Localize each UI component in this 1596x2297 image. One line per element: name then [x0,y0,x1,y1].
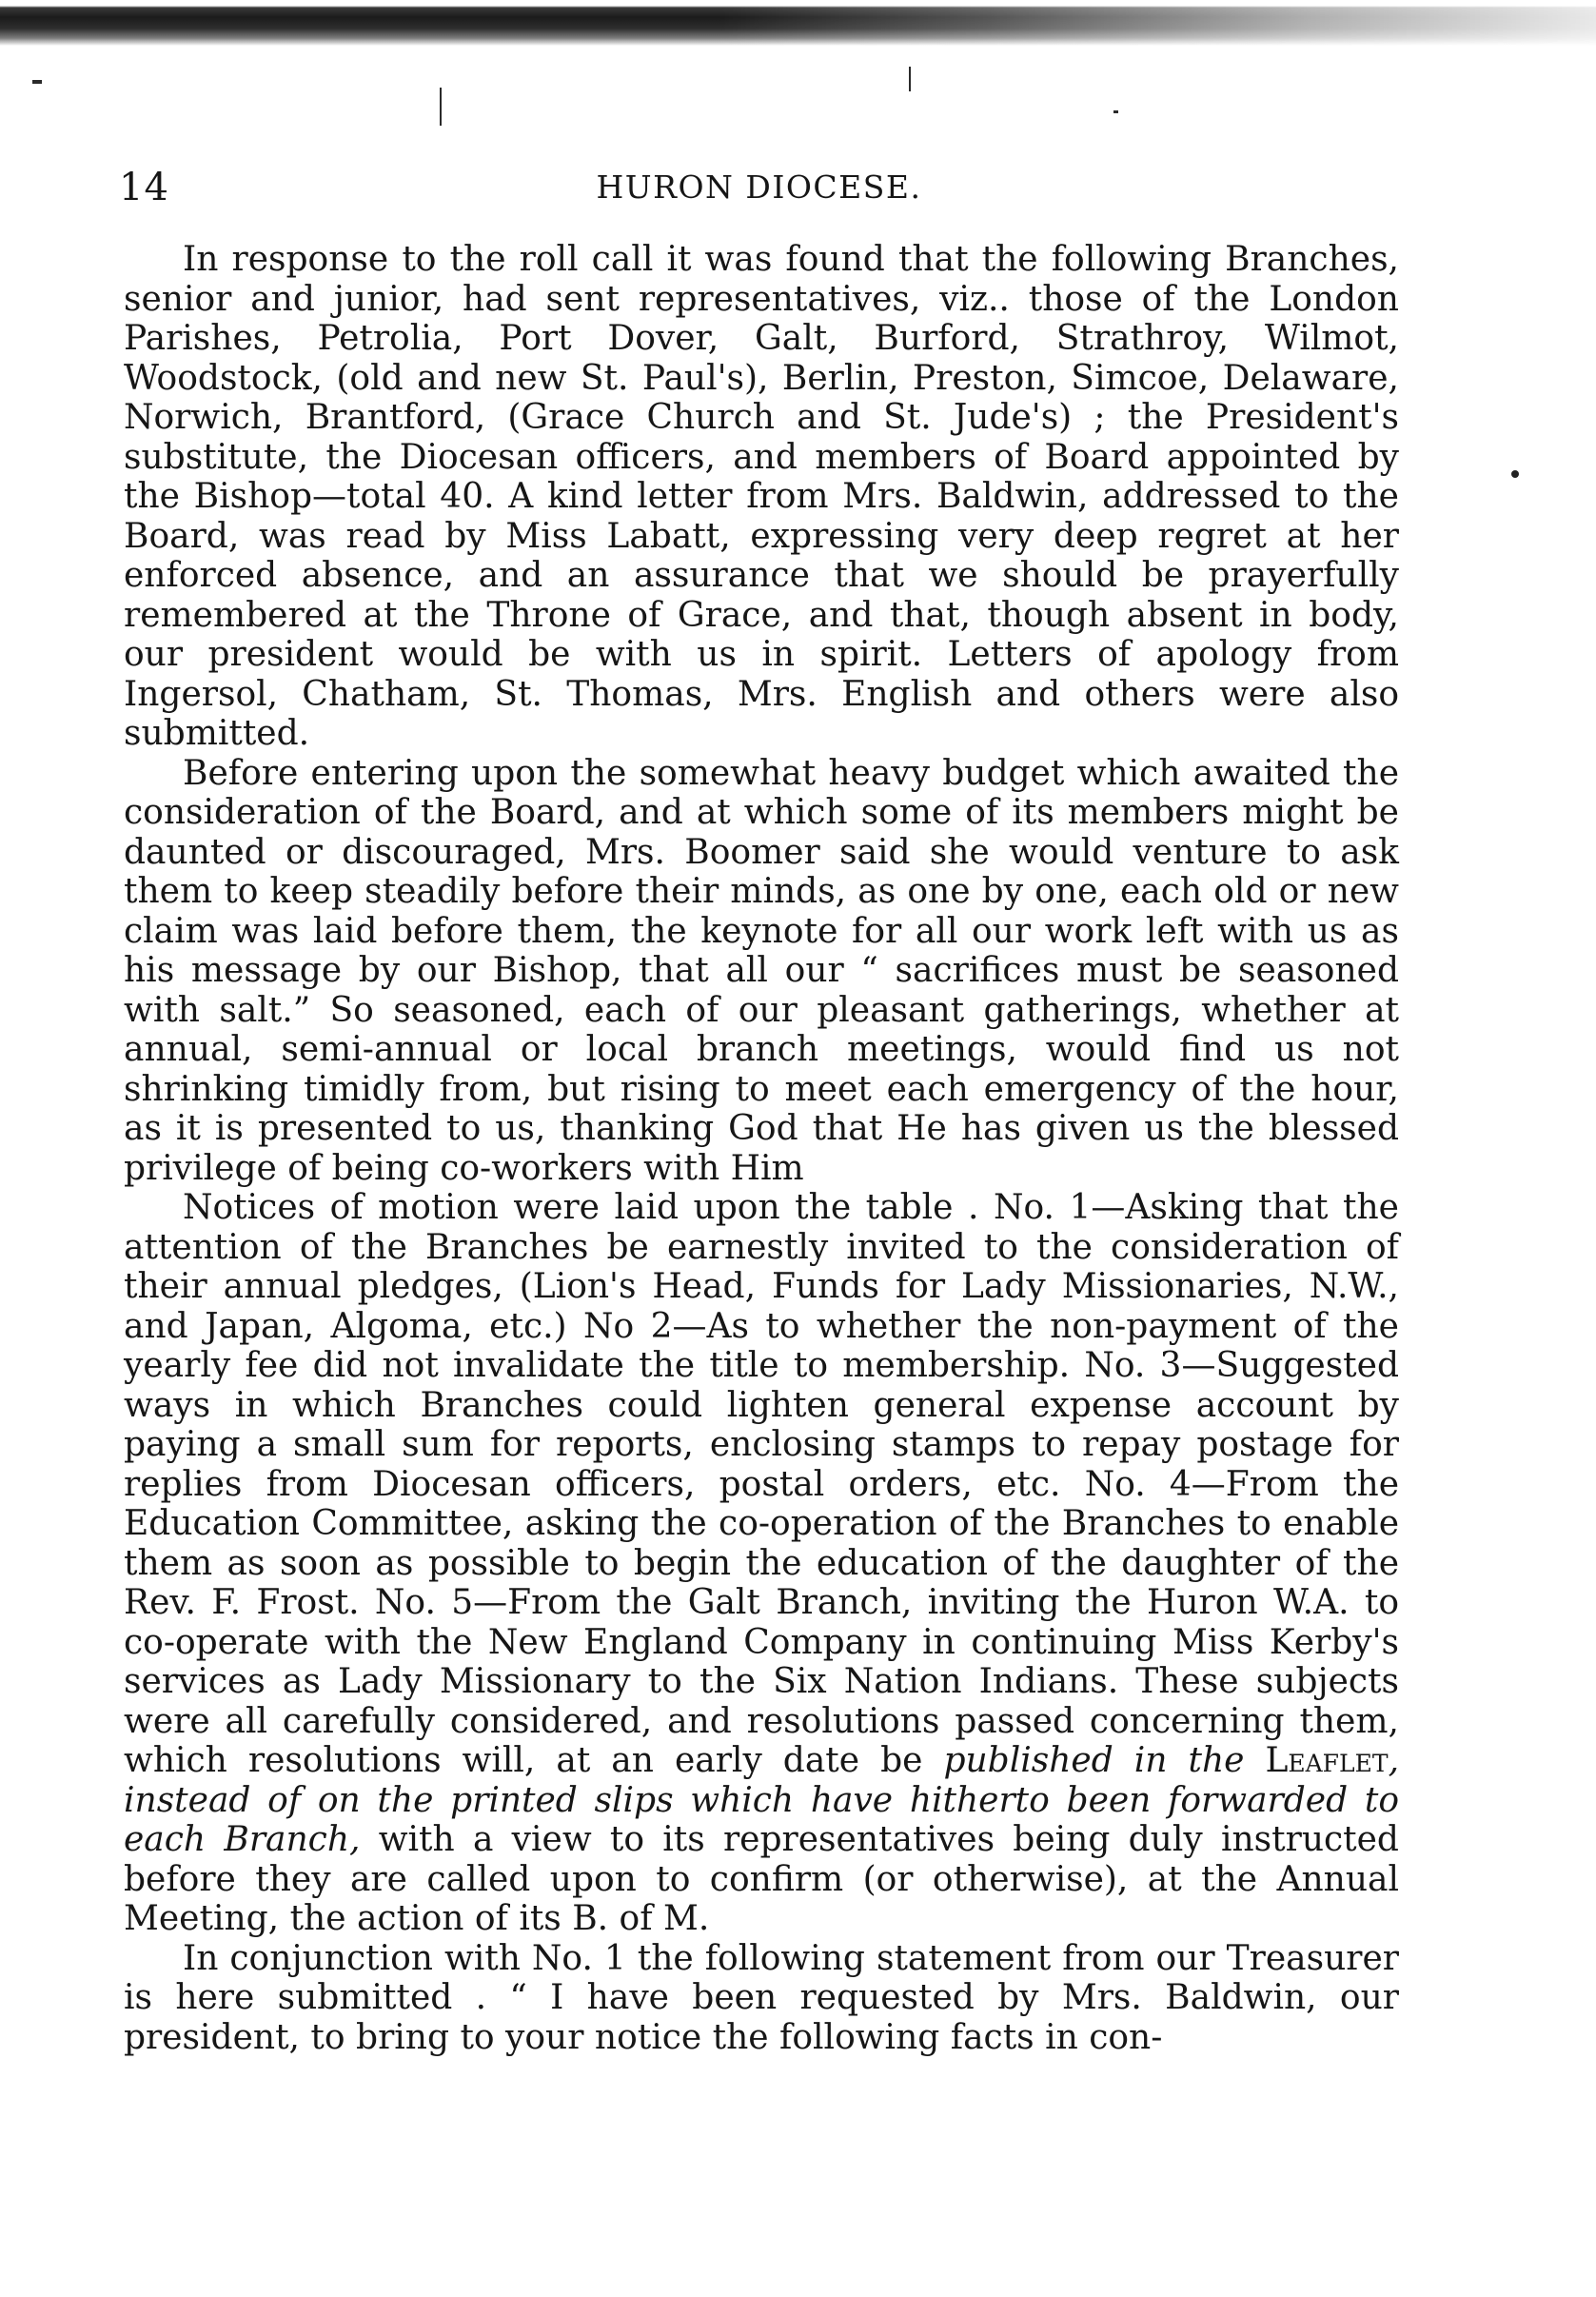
leaflet-smallcaps: Leaflet [1265,1741,1389,1780]
page-number: 14 [119,166,169,209]
scan-speck [440,88,442,126]
paragraph-budget: Before entering upon the somewhat heavy budget which awaited the consideration of the Board, and at which some of its members might be daunted or discouraged, Mrs. Boomer said she would venture to ask them to keep steadily before their minds, as one by one, each old or new claim was laid before them, the keynote for all our work left with us as his message by our Bishop, that all our “ sacrifices must be seasoned with salt.” So seasoned, each of our pleasant gatherings, whether at annual, semi-annual or local branch meetings, would find us not shrinking timidly from, but rising to meet each emergency of the hour, as it is presented to us, thanking God that He has given us the blessed privilege of being co-workers with Him [124,753,1399,1188]
paragraph-treasurer: In conjunction with No. 1 the following statement from our Treasurer is here submitted . “ I have been requested by Mrs. Baldwin, our president, to bring to your notice the following facts in con- [124,1938,1399,2057]
notices-text: Notices of motion were laid upon the table . No. 1—Asking that the attention of the Branches be earnestly invited to the consideration of their annual pledges, (Lion's Head, Funds for Lady Missionaries, N.W., and Japan, Algoma, etc.) No 2—As to whether the non-payment of the yearly fee did not invalidate the title to membership. No. 3—Suggested ways in which Branches could lighten general expense account by paying a small sum for reports, enclosing stamps to repay postage for replies from Diocesan officers, postal orders, etc. No. 4—From the Education Committee, asking the co-operation of the Branches to enable them as soon as possible to begin the education of the daughter of the Rev. F. Frost. No. 5—From the Galt Branch, inviting the Huron W.A. to co-operate with the New England Company in continuing Miss Kerby's services as Lady Missionary to the Six Nation Indians. These subjects were all carefully considered, and resolutions passed concerning them, which resolutions will, at an early date be [124,1188,1399,1780]
notices-italic-1: published in the [943,1741,1245,1780]
body-text [124,240,1399,2057]
paragraph-roll-call: In response to the roll call it was found that the following Branches, senior and junior, had sent representatives, viz.. those of the London Parishes, Petrolia, Port Dover, Galt, Burford, Strathroy, Wilmot, Woodstock, (old and new St. Paul's), Berlin, Preston, Simcoe, Delaware, Norwich, Brantford, (Grace Church and St. Jude's) ; the President's substitute, the Diocesan officers, and members of Board appointed by the Bishop—total 40. A kind letter from Mrs. Baldwin, addressed to the Board, was read by Miss Labatt, expressing very deep regret at her enforced absence, and an assurance that we should be prayerfully remembered at the Throne of Grace, and that, though absent in body, our president would be with us in spirit. Letters of apology from Ingersol, Chatham, St. Thomas, Mrs. English and others were also submitted. [124,240,1399,753]
page-header [119,164,1399,211]
running-head: HURON DIOCESE. [596,168,922,206]
notices-italic-2: , instead of on the printed slips which have hitherto been forwarded to each Branch, [124,1741,1400,1859]
scan-speck [32,80,42,84]
scan-speck [909,67,911,91]
notices-text-end: with a view to its representatives being duly instructed before they are called upon to confirm (or otherwise), at the Annual Meeting, the action of its B. of M. [124,1820,1399,1938]
scanned-page-top-edge [0,0,1596,57]
scan-speck [1113,110,1118,113]
margin-mark [1511,470,1519,478]
paragraph-notices-of-motion [124,1188,1399,1939]
